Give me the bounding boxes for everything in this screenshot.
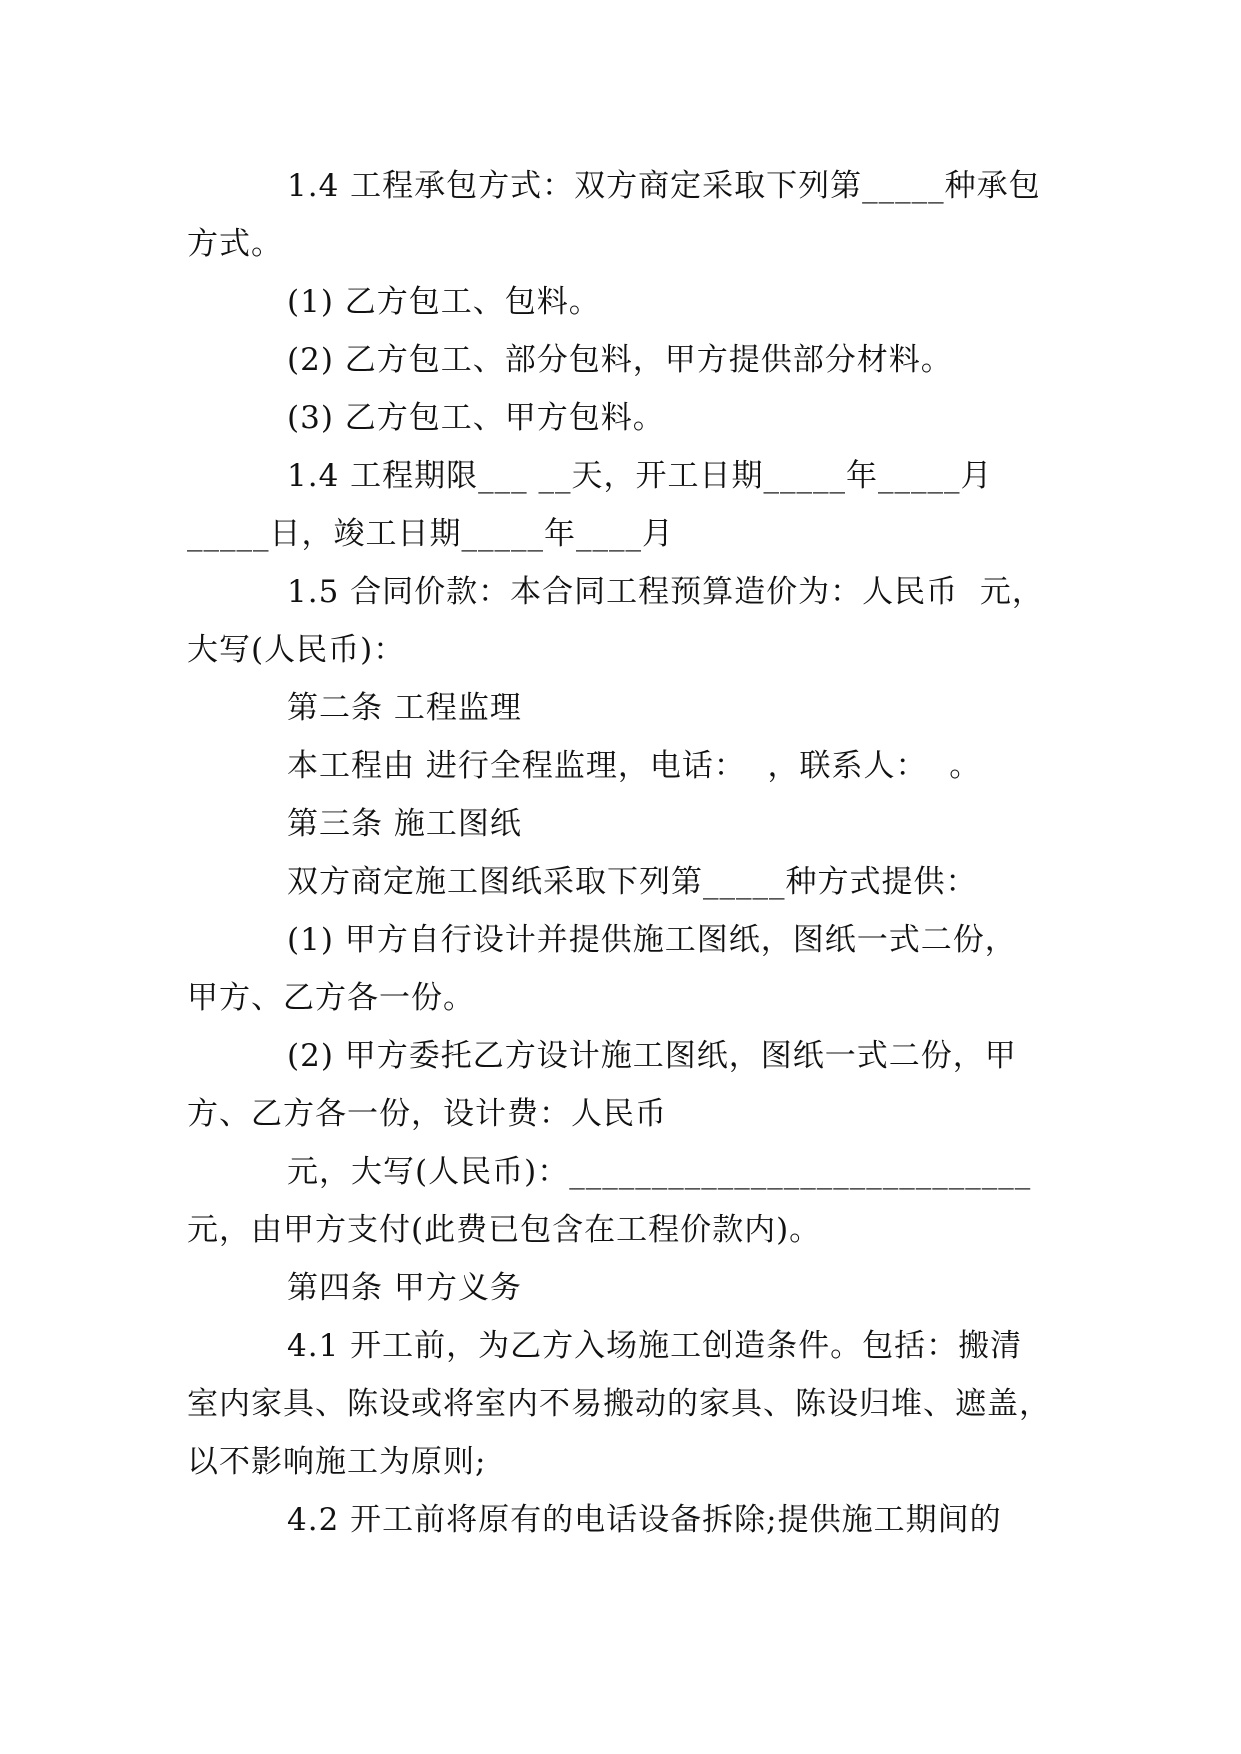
paragraph-line: 1.4 工程承包方式：双方商定采取下列第_____种承包: [287, 168, 1041, 204]
paragraph-line: _____日，竣工日期_____年____月: [187, 516, 674, 552]
paragraph-line: 室内家具、陈设或将室内不易搬动的家具、陈设归堆、遮盖，: [187, 1386, 1051, 1422]
paragraph-line: (3) 乙方包工、甲方包料。: [287, 400, 665, 436]
paragraph-line: (1) 甲方自行设计并提供施工图纸，图纸一式二份，: [287, 922, 1017, 958]
paragraph-line: 第二条 工程监理: [287, 690, 522, 726]
document-body: [187, 157, 1057, 1549]
paragraph-line: 元，由甲方支付(此费已包含在工程价款内)。: [187, 1212, 822, 1248]
paragraph-line: (1) 乙方包工、包料。: [287, 284, 601, 320]
paragraph-line: 大写(人民币)：: [187, 632, 406, 668]
paragraph-line: (2) 乙方包工、部分包料，甲方提供部分材料。: [287, 342, 953, 378]
paragraph-line: 本工程由 进行全程监理，电话： ，联系人： 。: [287, 748, 982, 784]
paragraph-line: 第三条 施工图纸: [287, 806, 522, 842]
paragraph-line: 第四条 甲方义务: [287, 1270, 522, 1306]
paragraph-line: 甲方、乙方各一份。: [187, 980, 475, 1016]
paragraph-line: 以不影响施工为原则;: [187, 1444, 487, 1480]
paragraph-line: 1.4 工程期限___ __天，开工日期_____年_____月: [287, 458, 993, 494]
paragraph-line: 方、乙方各一份，设计费：人民币: [187, 1096, 667, 1132]
paragraph-line: 双方商定施工图纸采取下列第_____种方式提供：: [287, 864, 978, 900]
paragraph-line: (2) 甲方委托乙方设计施工图纸，图纸一式二份，甲: [287, 1038, 1017, 1074]
paragraph-line: 元，大写(人民币)：____________________________: [287, 1154, 1032, 1190]
paragraph-line: 4.1 开工前，为乙方入场施工创造条件。包括：搬清: [287, 1328, 1023, 1364]
paragraph-line: 4.2 开工前将原有的电话设备拆除;提供施工期间的: [287, 1502, 1002, 1538]
paragraph-line: 方式。: [187, 226, 283, 262]
paragraph-line: 1.5 合同价款：本合同工程预算造价为：人民币 元，: [287, 574, 1044, 610]
